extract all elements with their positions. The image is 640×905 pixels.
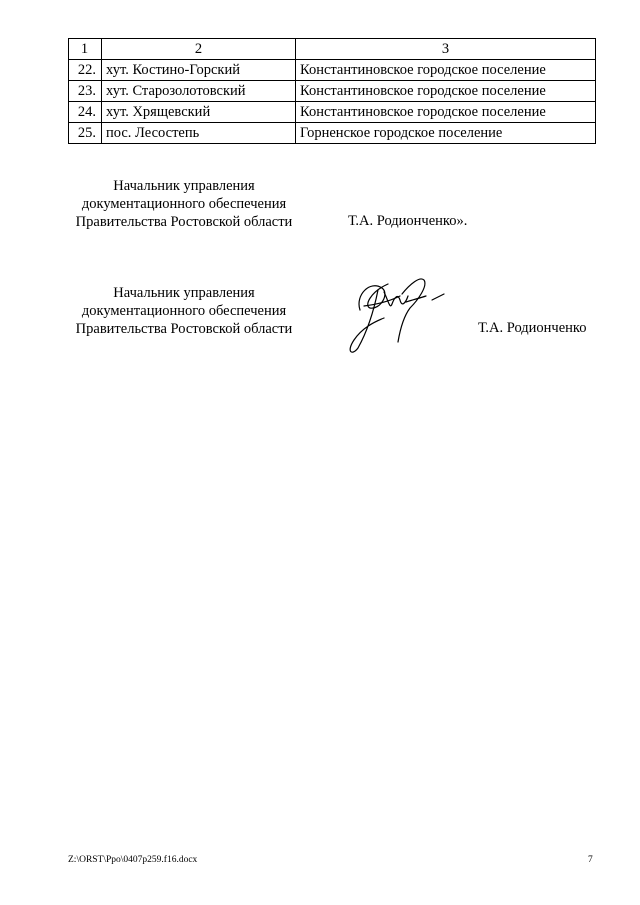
row-number: 22. <box>69 60 102 81</box>
table-header-row <box>69 39 596 60</box>
position-line: документационного обеспечения <box>81 303 287 319</box>
settlement-name: пос. Лесостепь <box>102 123 296 144</box>
settlements-table <box>68 38 596 144</box>
signatory-name-1: Т.А. Родионченко». <box>348 213 468 229</box>
header-cell: 2 <box>102 39 296 60</box>
signatory-position-2 <box>68 284 300 338</box>
signatory-name-2: Т.А. Родионченко <box>478 320 587 336</box>
table-row <box>69 60 596 81</box>
signatory-position-1 <box>68 177 300 231</box>
row-number: 25. <box>69 123 102 144</box>
municipality-name: Константиновское городское поселение <box>296 81 596 102</box>
settlement-name: хут. Хрящевский <box>102 102 296 123</box>
footer-file-path: Z:\ORST\Ppo\0407p259.f16.docx <box>68 855 198 865</box>
handwritten-signature <box>340 270 450 360</box>
table-row <box>69 123 596 144</box>
page-number: 7 <box>588 855 593 865</box>
header-cell: 1 <box>69 39 102 60</box>
position-line: Правительства Ростовской области <box>75 321 293 337</box>
table-row <box>69 102 596 123</box>
municipality-name: Горненское городское поселение <box>296 123 596 144</box>
table-row <box>69 81 596 102</box>
position-line: Начальник управления <box>113 178 255 194</box>
position-line: Начальник управления <box>113 285 255 301</box>
position-line: Правительства Ростовской области <box>75 214 293 230</box>
settlement-name: хут. Старозолотовский <box>102 81 296 102</box>
row-number: 24. <box>69 102 102 123</box>
position-line: документационного обеспечения <box>81 196 287 212</box>
row-number: 23. <box>69 81 102 102</box>
municipality-name: Константиновское городское поселение <box>296 60 596 81</box>
header-cell: 3 <box>296 39 596 60</box>
settlement-name: хут. Костино-Горский <box>102 60 296 81</box>
municipality-name: Константиновское городское поселение <box>296 102 596 123</box>
